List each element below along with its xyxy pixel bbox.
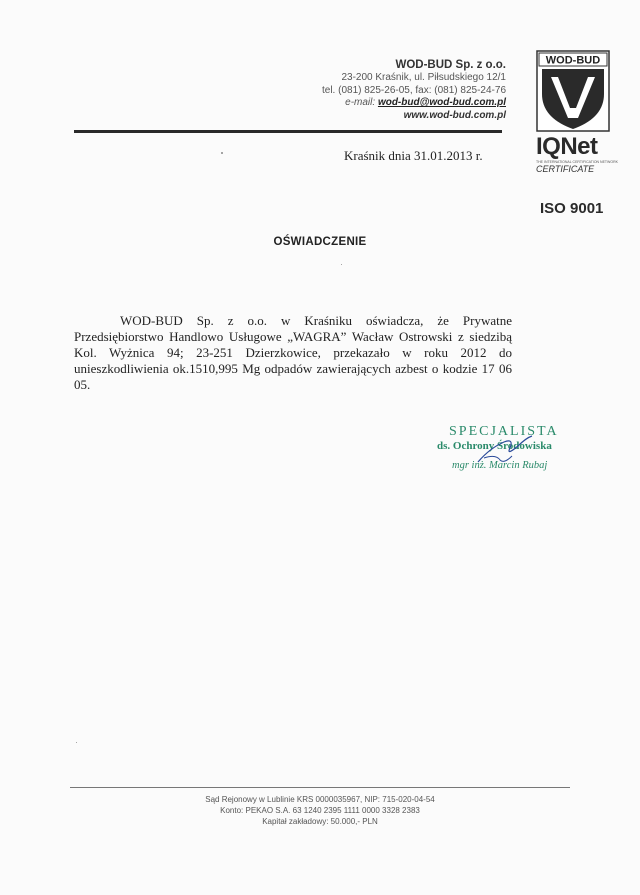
stamp-name: mgr inż. Marcin Rubaj	[452, 460, 548, 471]
iqnet-certification	[536, 133, 618, 175]
scan-speck	[76, 742, 77, 743]
scan-speck	[221, 152, 223, 154]
statement-body: WOD-BUD Sp. z o.o. w Kraśniku oświadcza, że Prywatne Przedsiębiorstwo Handlowo Usługowe „WAGRA” Wacław Ostrowski z siedzibą Kol. Wyżnica 94; 23-251 Dzierzkowice, przekazało w roku 2012 do unieszkodliwienia ok.1510,995 Mg odpadów zawierających azbest o kodzie 17 06 05.	[74, 313, 512, 392]
signature-icon	[470, 428, 540, 468]
header-divider	[74, 130, 502, 133]
company-name: WOD-BUD Sp. z o.o.	[395, 59, 506, 71]
company-email-link[interactable]: wod-bud@wod-bud.com.pl	[377, 97, 506, 108]
company-logo	[536, 50, 610, 132]
footer-divider	[70, 787, 570, 788]
certificate-label: CERTIFICATE	[536, 164, 595, 174]
footer	[0, 794, 640, 827]
footer-bank-account: Konto: PEKAO S.A. 63 1240 2395 1111 0000 3328 2383	[220, 806, 420, 815]
stamp-title: SPECJALISTA	[449, 424, 559, 439]
logo-text: WOD-BUD	[545, 54, 601, 67]
iqnet-logo: IQNet	[536, 133, 598, 160]
company-info	[322, 58, 506, 122]
footer-share-capital: Kapitał zakładowy: 50.000,- PLN	[262, 817, 378, 826]
document-title: OŚWIADCZENIE	[273, 236, 367, 248]
footer-court-registry: Sąd Rejonowy w Lublinie KRS 0000035967, NIP: 715-020-04-54	[205, 795, 435, 804]
iso-label: ISO 9001	[540, 200, 604, 217]
company-address: 23-200 Kraśnik, ul. Piłsudskiego 12/1	[341, 72, 506, 83]
company-phone-fax: tel. (081) 825-26-05, fax: (081) 825-24-76	[322, 84, 506, 96]
company-email-line	[322, 97, 506, 110]
scan-speck	[341, 264, 342, 265]
email-label: e-mail:	[345, 97, 376, 108]
document-date: Kraśnik dnia 31.01.2013 r.	[344, 148, 483, 163]
iqnet-tagline: THE INTERNATIONAL CERTIFICATION NETWORK	[536, 160, 618, 164]
company-website-link[interactable]: www.wod-bud.com.pl	[403, 109, 506, 121]
stamp-subtitle: ds. Ochrony Środowiska	[437, 440, 552, 452]
